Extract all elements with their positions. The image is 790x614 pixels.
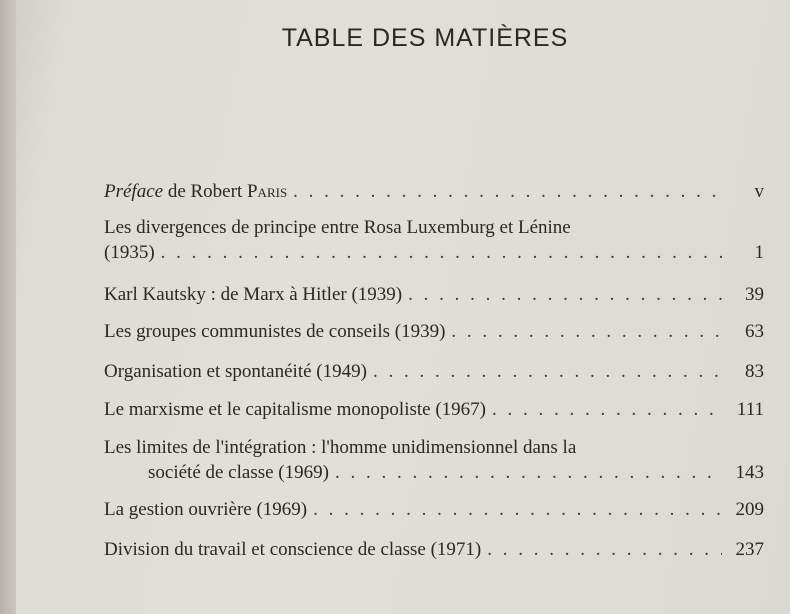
toc-page-number: 1	[754, 242, 764, 263]
toc-entry	[104, 319, 764, 344]
toc-page-number: 111	[736, 399, 764, 420]
toc-entry	[104, 397, 764, 422]
toc-entry-text: Karl Kautsky : de Marx à Hitler (1939)	[104, 284, 403, 305]
dot-leader	[451, 319, 722, 344]
toc-entry-text: Division du travail et conscience de classe (1971)	[104, 539, 482, 560]
dot-leader	[293, 179, 722, 204]
toc-entry-text-continued: (1935)	[104, 242, 155, 263]
toc-entry-text-continued: société de classe (1969)	[148, 462, 329, 483]
toc-entry-text: La gestion ouvrière (1969)	[104, 499, 308, 520]
toc-page-number: 237	[735, 539, 764, 560]
toc-entry-text: Les divergences de principe entre Rosa Luxemburg et Lénine	[104, 217, 571, 238]
toc-entry	[104, 215, 764, 265]
dot-leader	[313, 497, 722, 522]
toc-page-number: 143	[735, 462, 764, 483]
dot-leader	[408, 282, 722, 307]
toc-entry-text: Le marxisme et le capitalisme monopoliste (1967)	[104, 399, 487, 420]
toc-entry	[104, 497, 764, 522]
toc-entry	[104, 282, 764, 307]
toc-entry-text: Les limites de l'intégration : l'homme unidimensionnel dans la	[104, 437, 577, 458]
dot-leader	[335, 460, 722, 485]
toc-entry	[104, 359, 764, 384]
toc-entry	[104, 537, 764, 562]
dot-leader	[492, 397, 722, 422]
toc-entry-text: Les groupes communistes de conseils (1939)	[104, 321, 446, 342]
toc-entry-preface	[104, 179, 764, 204]
toc-page-number: v	[754, 181, 764, 202]
toc-page-number: 209	[735, 499, 764, 520]
toc-entry-text: Organisation et spontanéité (1949)	[104, 361, 367, 382]
toc-page-number: 39	[745, 284, 764, 305]
book-spine-shadow	[0, 0, 16, 614]
dot-leader	[373, 359, 722, 384]
page-title: TABLE DES MATIÈRES	[281, 24, 569, 52]
toc-entry	[104, 435, 764, 485]
toc-page-number: 63	[745, 321, 764, 342]
dot-leader	[161, 240, 722, 265]
toc-entry-text: Préface de Robert Paris	[104, 181, 288, 202]
dot-leader	[487, 537, 722, 562]
toc-page-number: 83	[745, 361, 764, 382]
